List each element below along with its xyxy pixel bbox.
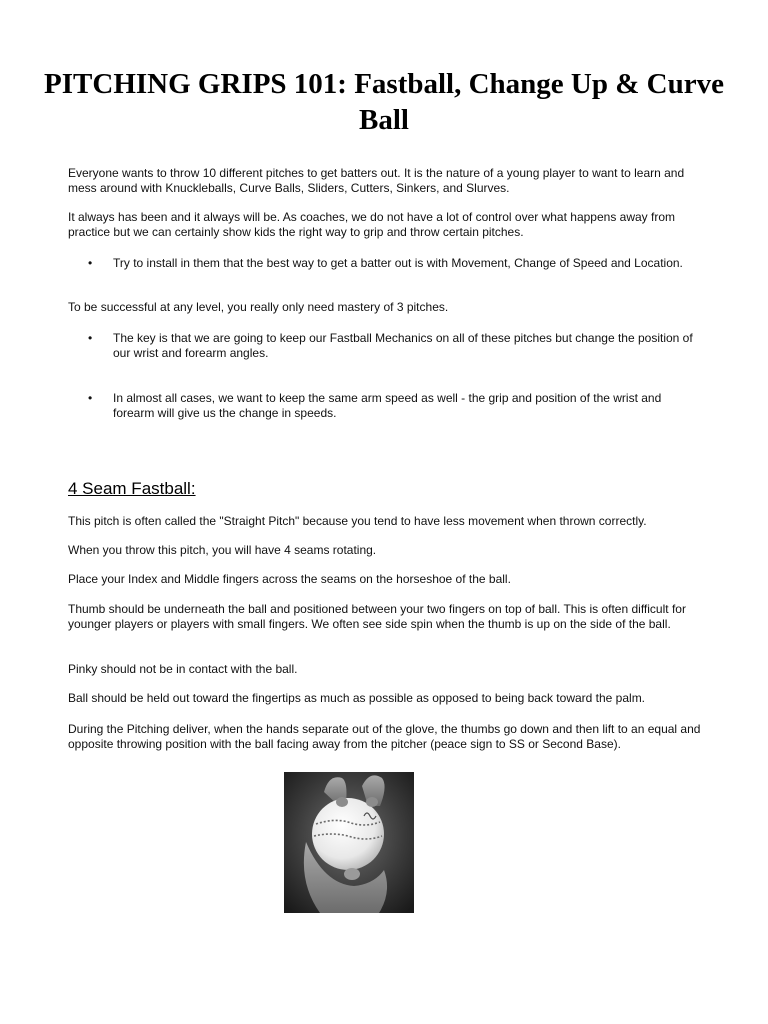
fastball-paragraph-6: Ball should be held out toward the fingertips as much as possible as opposed to being back toward the palm. xyxy=(68,691,646,705)
bullet-dot-icon: • xyxy=(88,391,93,405)
bullet-text: The key is that we are going to keep our Fastball Mechanics on all of these pitches but change the position of our wrist and forearm angles. xyxy=(113,331,693,360)
bullet-item-1 xyxy=(88,256,700,271)
fastball-paragraph-1: This pitch is often called the "Straight Pitch" because you tend to have less movement when thrown correctly. xyxy=(68,514,647,528)
bullet-item-2 xyxy=(88,331,700,361)
fastball-paragraph-5: Pinky should not be in contact with the ball. xyxy=(68,662,298,676)
bullet-dot-icon: • xyxy=(88,256,93,270)
fastball-paragraph-3: Place your Index and Middle fingers across the seams on the horseshoe of the ball. xyxy=(68,572,511,586)
four-seam-grip-photo xyxy=(284,772,414,913)
page-title: PITCHING GRIPS 101: Fastball, Change Up & Curve Ball xyxy=(44,68,724,136)
fastball-paragraph-7: During the Pitching deliver, when the hands separate out of the glove, the thumbs go down and then lift to an equal and opposite throwing position with the ball facing away from the pitcher (peace sign to SS or Second Base). xyxy=(68,722,701,751)
bullet-text: Try to install in them that the best way to get a batter out is with Movement, Change of Speed and Location. xyxy=(113,256,683,270)
thumb-shape xyxy=(344,868,360,880)
intro-paragraph-1: Everyone wants to throw 10 different pitches to get batters out. It is the nature of a young player to want to learn and mess around with Knuckleballs, Curve Balls, Sliders, Cutters, Sinkers, and Slurves. xyxy=(68,166,685,195)
intro-paragraph-3: To be successful at any level, you really only need mastery of 3 pitches. xyxy=(68,300,449,314)
intro-paragraph-2: It always has been and it always will be. As coaches, we do not have a lot of control over what happens away from practice but we can certainly show kids the right way to grip and throw certain pitches. xyxy=(68,210,676,239)
section-heading-fastball: 4 Seam Fastball: xyxy=(68,479,196,498)
fastball-paragraph-2: When you throw this pitch, you will have 4 seams rotating. xyxy=(68,543,377,557)
fastball-paragraph-4: Thumb should be underneath the ball and positioned between your two fingers on top of ball. This is often difficult for younger players or players with small fingers. We often see side spin when the thumb is up on the side of the ball. xyxy=(68,602,686,631)
index-fingertip-shape xyxy=(336,797,348,807)
middle-fingertip-shape xyxy=(366,797,378,807)
bullet-item-3 xyxy=(88,391,700,421)
bullet-text: In almost all cases, we want to keep the same arm speed as well - the grip and position of the wrist and forearm will give us the change in speeds. xyxy=(113,391,662,420)
bullet-dot-icon: • xyxy=(88,331,93,345)
